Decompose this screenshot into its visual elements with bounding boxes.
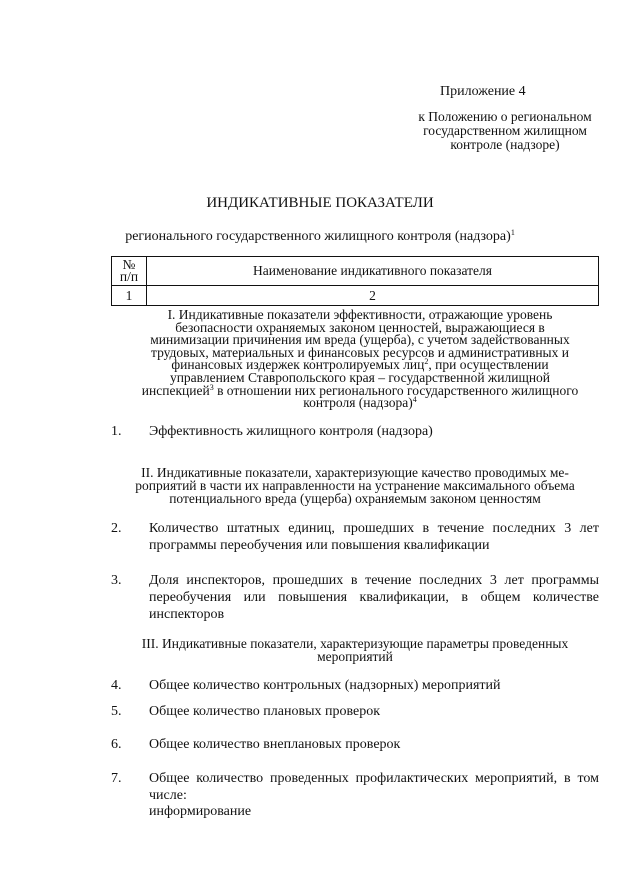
heading-line: III. Индикативные показатели, характеризующие параметры проведенных [141, 636, 569, 651]
item-number: 4. [111, 678, 122, 693]
item-number: 3. [111, 573, 122, 588]
heading-line: безопасности охраняемых законом ценностей, выражающиеся в [175, 319, 545, 335]
heading-text: контроля (надзора) [303, 395, 413, 411]
footnote-mark: 1 [510, 228, 515, 237]
item-text: Общее количество проведенных профилактических мероприятий, в том числе: [149, 771, 599, 803]
item-number: 7. [111, 771, 122, 786]
annex-subtitle-line: к Положению о региональном [418, 109, 592, 124]
heading-text: финансовых издержек контролируемых лиц [171, 357, 425, 373]
column-index-2: 2 [147, 286, 599, 306]
indicator-item-6 [111, 736, 599, 753]
annex-subtitle [390, 110, 620, 152]
heading-line: потенциального вреда (ущерба) охраняемым законом ценностям [169, 491, 541, 506]
heading-line: роприятий в части их направленности на устранение максимального объема [135, 478, 575, 493]
heading-line: I. Индикативные показатели эффективности, отражающие уровень [167, 307, 553, 322]
item-text: Доля инспекторов, прошедших в течение последних 3 лет программы переобучения или повышения квалификации, в общем количестве инспекторов [149, 573, 599, 622]
heading-text: в отношении них регионального государственного жилищного [213, 382, 579, 398]
heading-text: инспекцией [141, 382, 210, 398]
indicator-table-header [111, 256, 599, 306]
subtitle-text: регионального государственного жилищного контроля (надзора) [125, 229, 511, 244]
indicator-item-1 [111, 423, 599, 440]
item-text: Эффективность жилищного контроля (надзора) [149, 424, 433, 439]
heading-line: управлением Ставропольского края – государственной жилищной [169, 369, 551, 385]
section-3-heading [110, 637, 600, 663]
heading-line [120, 397, 600, 410]
item-text: Общее количество внеплановых проверок [149, 737, 401, 752]
heading-line: минимизации причинения им вреда (ущерба), с учетом задействованных [150, 332, 570, 348]
column-number-abbr: п/п [119, 269, 139, 284]
column-number-header [112, 257, 147, 286]
column-name-header: Наименование индикативного показателя [147, 257, 599, 286]
item-number: 1. [111, 424, 122, 439]
heading-text: , при осуществлении [428, 357, 549, 373]
item-text: Количество штатных единиц, прошедших в течение последних 3 лет программы переобучения или повышения квалификации [149, 521, 599, 553]
indicator-item-5 [111, 703, 599, 720]
footnote-mark: 2 [424, 357, 429, 367]
section-1-heading [120, 309, 600, 410]
annex-subtitle-line: контроле (надзоре) [450, 137, 560, 152]
indicator-item-7-subitem: информирование [149, 804, 252, 819]
footnote-mark: 4 [412, 395, 417, 405]
annex-subtitle-line: государственном жилищном [423, 123, 587, 138]
indicator-item-2 [111, 520, 599, 554]
section-2-heading [110, 466, 600, 505]
annex-title: Приложение 4 [440, 84, 526, 99]
heading-line: мероприятий [317, 649, 393, 664]
column-index-1: 1 [112, 286, 147, 306]
item-number: 5. [111, 704, 122, 719]
heading-line: трудовых, материальных и финансовых ресурсов и административных и [151, 344, 569, 360]
indicator-item-4 [111, 677, 599, 694]
indicator-item-7 [111, 770, 599, 804]
item-text: Общее количество плановых проверок [149, 704, 381, 719]
footnote-mark: 3 [209, 382, 214, 392]
item-text: Общее количество контрольных (надзорных) мероприятий [149, 678, 501, 693]
heading-line: II. Индикативные показатели, характеризующие качество проводимых ме- [141, 465, 569, 480]
document-subtitle [0, 229, 640, 245]
column-number-symbol: № [122, 257, 136, 272]
document-title: ИНДИКАТИВНЫЕ ПОКАЗАТЕЛИ [206, 195, 434, 211]
item-number: 6. [111, 737, 122, 752]
indicator-item-3 [111, 572, 599, 623]
item-number: 2. [111, 521, 122, 536]
